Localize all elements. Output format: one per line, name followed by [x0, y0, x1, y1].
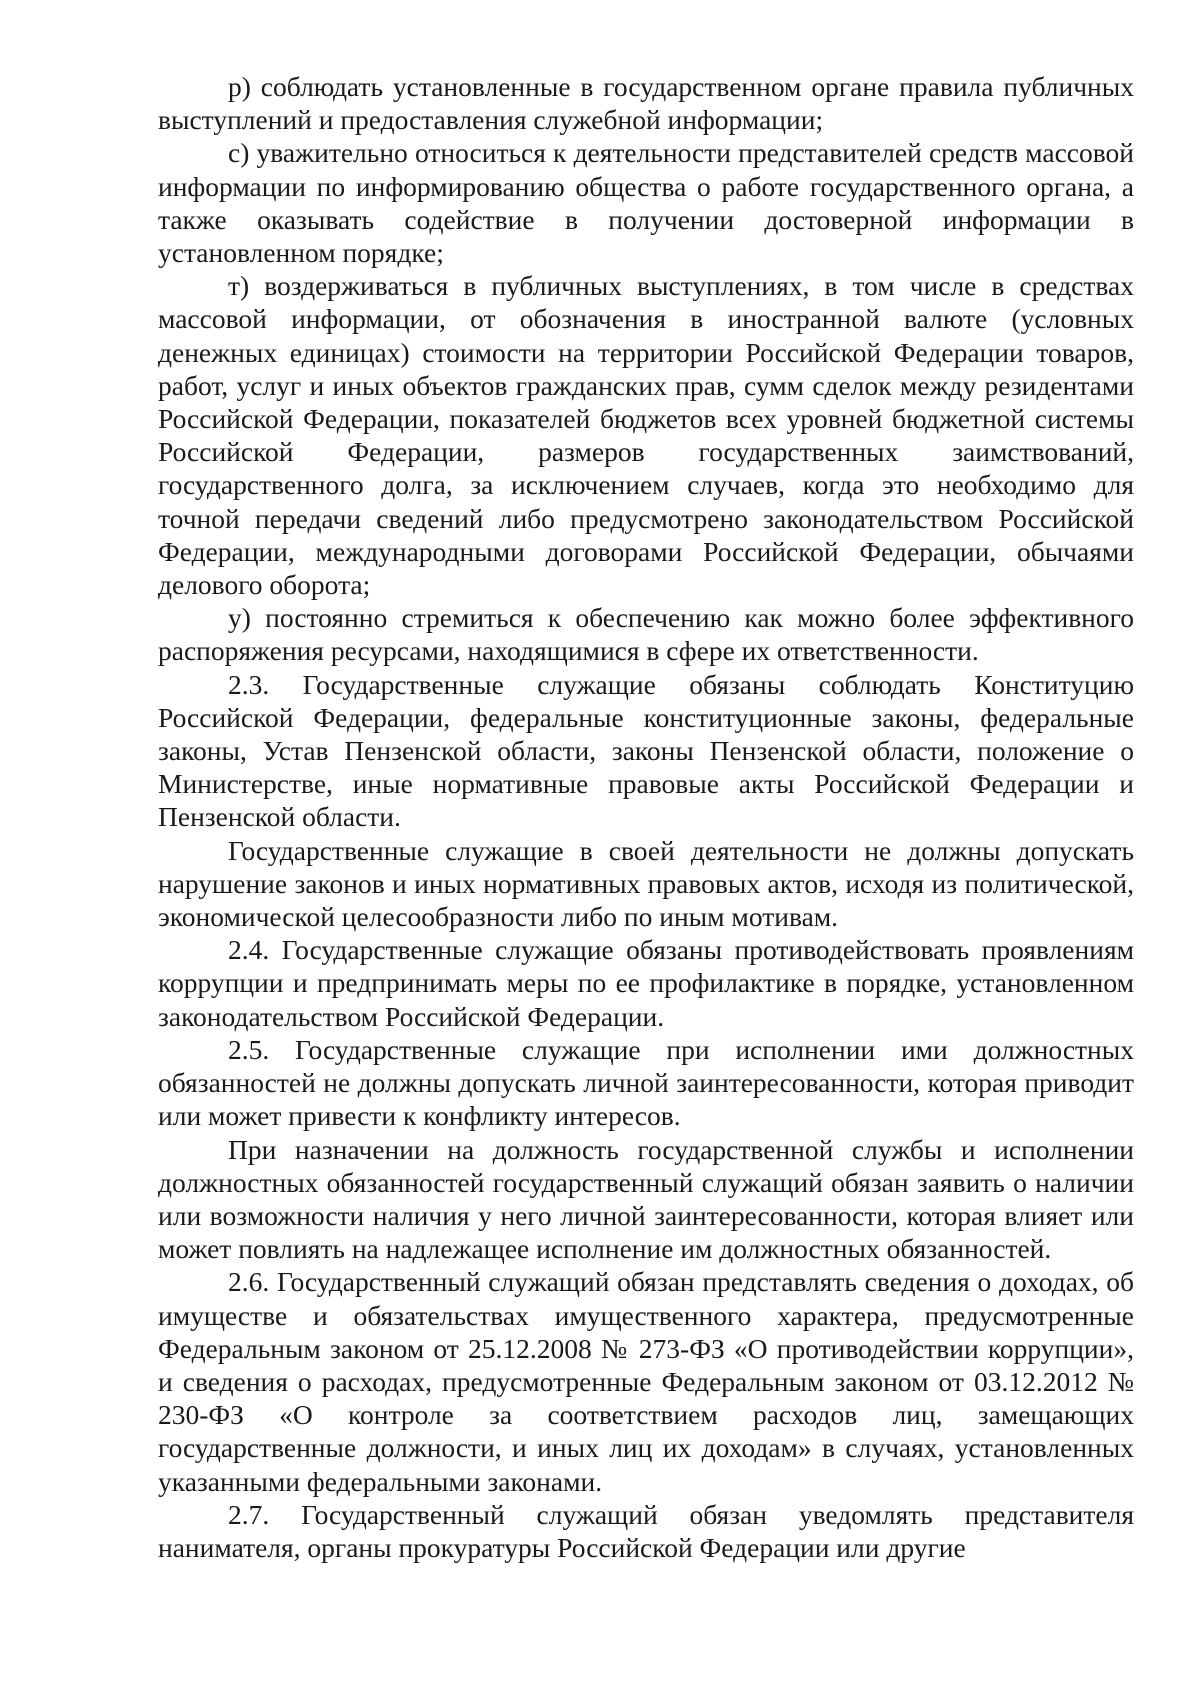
paragraph-item-r: р) соблюдать установленные в государственном органе правила публичных выступлений и предоставления служебной информации; [158, 71, 1134, 136]
paragraph-clause-2-4: 2.4. Государственные служащие обязаны противодействовать проявлениям коррупции и предпринимать меры по ее профилактике в порядке, установленном законодательством Российской Федерации. [158, 934, 1134, 1032]
paragraph-clause-2-7: 2.7. Государственный служащий обязан уведомлять представителя нанимателя, органы прокуратуры Российской Федерации или другие [158, 1498, 1134, 1563]
paragraph-item-s: с) уважительно относиться к деятельности представителей средств массовой информации по информированию общества о работе государственного органа, а также оказывать содействие в получении достоверной информации в установленном порядке; [158, 137, 1134, 269]
paragraph-clause-2-6: 2.6. Государственный служащий обязан представлять сведения о доходах, об имуществе и обязательствах имущественного характера, предусмотренные Федеральным законом от 25.12.2008 № 273-ФЗ «О противодействии коррупции», и сведения о расходах, предусмотренные Федеральным законом от 03.12.2012 № 230-ФЗ «О контроле за соответствием расходов лиц, замещающих государственные должности, и иных лиц их доходам» в случаях, установленных указанными федеральными законами. [158, 1266, 1134, 1497]
paragraph-clause-2-5: 2.5. Государственные служащие при исполнении ими должностных обязанностей не должны допускать личной заинтересованности, которая приводит или может привести к конфликту интересов. [158, 1033, 1134, 1132]
paragraph-item-u: у) постоянно стремиться к обеспечению как можно более эффективного распоряжения ресурсами, находящимися в сфере их ответственности. [158, 602, 1134, 667]
paragraph-clause-2-5-continued: При назначении на должность государственной службы и исполнении должностных обязанностей государственный служащий обязан заявить о наличии или возможности наличия у него личной заинтересованности, которая влияет или может повлиять на надлежащее исполнение им должностных обязанностей. [158, 1133, 1134, 1265]
paragraph-item-t: т) воздерживаться в публичных выступлениях, в том числе в средствах массовой информации, от обозначения в иностранной валюте (условных денежных единицах) стоимости на территории Российской Федерации товаров, работ, услуг и иных объектов гражданских прав, сумм сделок между резидентами Российской Федерации, показателей бюджетов всех уровней бюджетной системы Российской Федерации, размеров государственных заимствований, государственного долга, за исключением случаев, когда это необходимо для точной передачи сведений либо предусмотрено законодательством Российской Федерации, международными договорами Российской Федерации, обычаями делового оборота; [158, 270, 1134, 601]
paragraph-clause-2-3-continued: Государственные служащие в своей деятельности не должны допускать нарушение законов и иных нормативных правовых актов, исходя из политической, экономической целесообразности либо по иным мотивам. [158, 834, 1134, 933]
paragraph-clause-2-3: 2.3. Государственные служащие обязаны соблюдать Конституцию Российской Федерации, федеральные конституционные законы, федеральные законы, Устав Пензенской области, законы Пензенской области, положение о Министерстве, иные нормативные правовые акты Российской Федерации и Пензенской области. [158, 668, 1134, 833]
document-body [158, 70, 1134, 1564]
